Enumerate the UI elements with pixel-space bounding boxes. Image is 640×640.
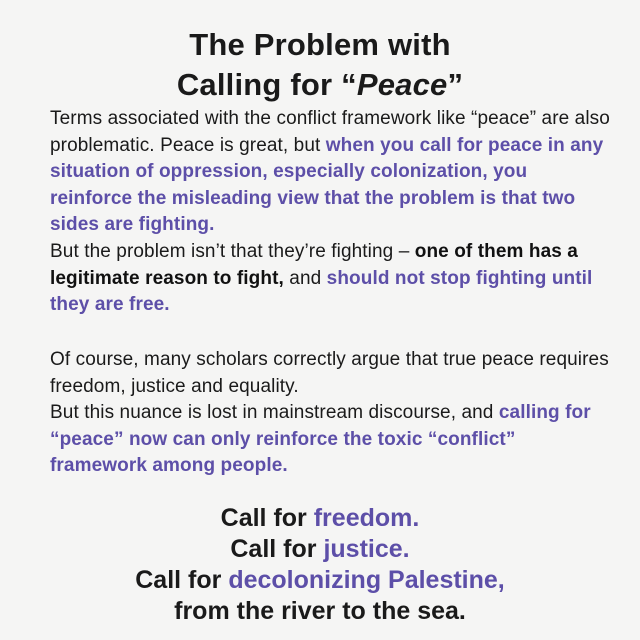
- closing-line-3-accent: decolonizing Palestine,: [228, 566, 505, 594]
- closing-line-1-accent: freedom.: [313, 504, 420, 532]
- closing-line-2: [0, 534, 640, 565]
- title-line-2: [0, 65, 640, 105]
- closing-line-1: [0, 503, 640, 534]
- page-title: [0, 25, 640, 105]
- closing-line-3-prefix: Call for: [135, 566, 229, 594]
- title-line-2-suffix: ”: [447, 66, 464, 102]
- p1-highlight-1: when you call for peace in any situation of oppression, especially colonization, you reinforce the misleading view that the problem is that two sides are fighting.: [50, 134, 604, 236]
- title-emphasis: Peace: [356, 66, 448, 102]
- p1-highlight-2: should not stop fighting until they are free.: [50, 267, 593, 316]
- closing-line-3: [0, 565, 640, 596]
- title-line-1: The Problem with: [189, 26, 451, 62]
- closing-line-2-accent: justice.: [323, 535, 410, 563]
- closing-line-4: from the river to the sea.: [174, 597, 466, 625]
- p2-text-1: Of course, many scholars correctly argue that true peace requires freedom, justice and equality.: [50, 349, 609, 397]
- paragraph-conflict-framework: [50, 106, 610, 319]
- p2-highlight-1: calling for “peace” now can only reinforce the toxic “conflict” framework among people.: [50, 402, 591, 477]
- closing-call-to-action: [0, 503, 640, 627]
- p2-text-2: But this nuance is lost in mainstream discourse, and: [50, 402, 499, 424]
- closing-line-2-prefix: Call for: [230, 535, 324, 563]
- paragraph-scholars: [50, 347, 610, 480]
- closing-line-1-prefix: Call for: [220, 504, 314, 532]
- p1-text-3: and: [283, 267, 327, 289]
- title-line-2-prefix: Calling for “: [176, 66, 357, 102]
- p1-bold-1: one of them has a legitimate reason to fight,: [50, 240, 578, 289]
- p1-text-1: Terms associated with the conflict framework like “peace” are also problematic. Peace is great, but: [50, 108, 610, 156]
- p1-text-2: But the problem isn’t that they’re fighting –: [50, 240, 415, 262]
